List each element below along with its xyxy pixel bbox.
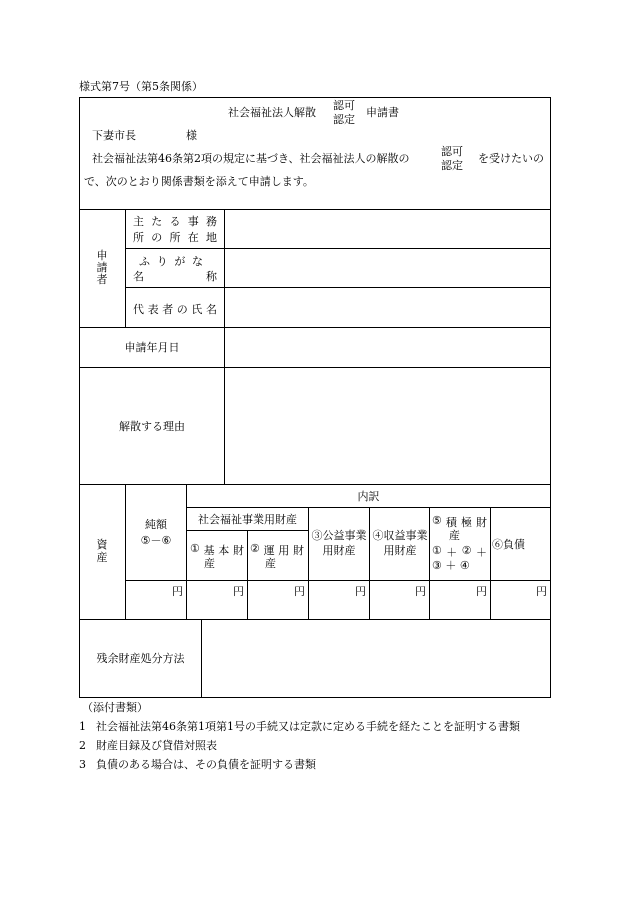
yen-unit: 円 [294,585,305,598]
intro-line2: で、次のとおり関係書類を添えて申請します。 [84,175,314,188]
yen-unit: 円 [233,585,244,598]
positive-property-value[interactable] [430,581,490,619]
form-number: 様式第7号（第5条関係） [79,80,203,93]
yen-unit: 円 [415,585,426,598]
attachment-item-text: 負債のある場合は、その負債を証明する書類 [96,758,316,771]
addressee-honorific: 様 [186,129,197,142]
corporate-name-field[interactable] [225,249,550,287]
yen-unit: 円 [355,585,366,598]
title-option-certification: 認定 [333,113,355,126]
attachment-item-num: 2 [79,739,86,752]
attachments-heading: （添付書類） [82,701,148,714]
intro-line1-before: 社会福祉法第46条第2項の規定に基づき、社会福祉法人の解散の [92,152,410,165]
corporate-name-label: 名 称 [133,270,217,283]
operating-property-value[interactable] [248,581,308,619]
intro-option-approval: 認可 [441,145,463,158]
attachment-item-text: 財産目録及び貸借対照表 [96,739,217,752]
intro-option-certification: 認定 [441,159,463,172]
basic-property-value[interactable] [187,581,247,619]
residual-property-label: 残余財産処分方法 [96,652,185,665]
yen-unit: 円 [536,585,547,598]
profit-business-property-value[interactable] [370,581,429,619]
dissolution-reason-label: 解散する理由 [119,419,185,433]
title-prefix: 社会福祉法人解散 [228,106,316,119]
representative-field[interactable] [225,288,550,327]
title-option-approval: 認可 [333,99,355,112]
intro-line1-after: を受けたいの [478,152,544,165]
net-assets-value[interactable] [126,581,186,619]
office-address-field[interactable] [225,210,550,248]
application-date-label: 申請年月日 [124,341,180,354]
attachment-item-num: 1 [79,720,86,733]
attachment-item-text: 社会福祉法第46条第1項第1号の手続又は定款に定める手続を経たことを証明する書類 [96,720,520,733]
yen-unit: 円 [476,585,487,598]
liabilities-label: ⑥負債 [492,537,525,551]
representative-label: 代 表 者 の 氏 名 [133,303,217,316]
liabilities-value[interactable] [491,581,550,619]
addressee-name: 下妻市長 [92,129,136,142]
breakdown-label: 内訳 [357,489,380,503]
application-date-field[interactable] [225,328,550,367]
furigana-label: ふ り が な [139,255,203,268]
dissolution-reason-field[interactable] [225,368,550,484]
yen-unit: 円 [172,585,183,598]
title-suffix: 申請書 [366,106,399,119]
welfare-property-label: 社会福祉事業用財産 [198,512,297,526]
public-interest-property-value[interactable] [309,581,369,619]
attachment-item-num: 3 [79,758,86,771]
residual-property-field[interactable] [202,620,550,697]
